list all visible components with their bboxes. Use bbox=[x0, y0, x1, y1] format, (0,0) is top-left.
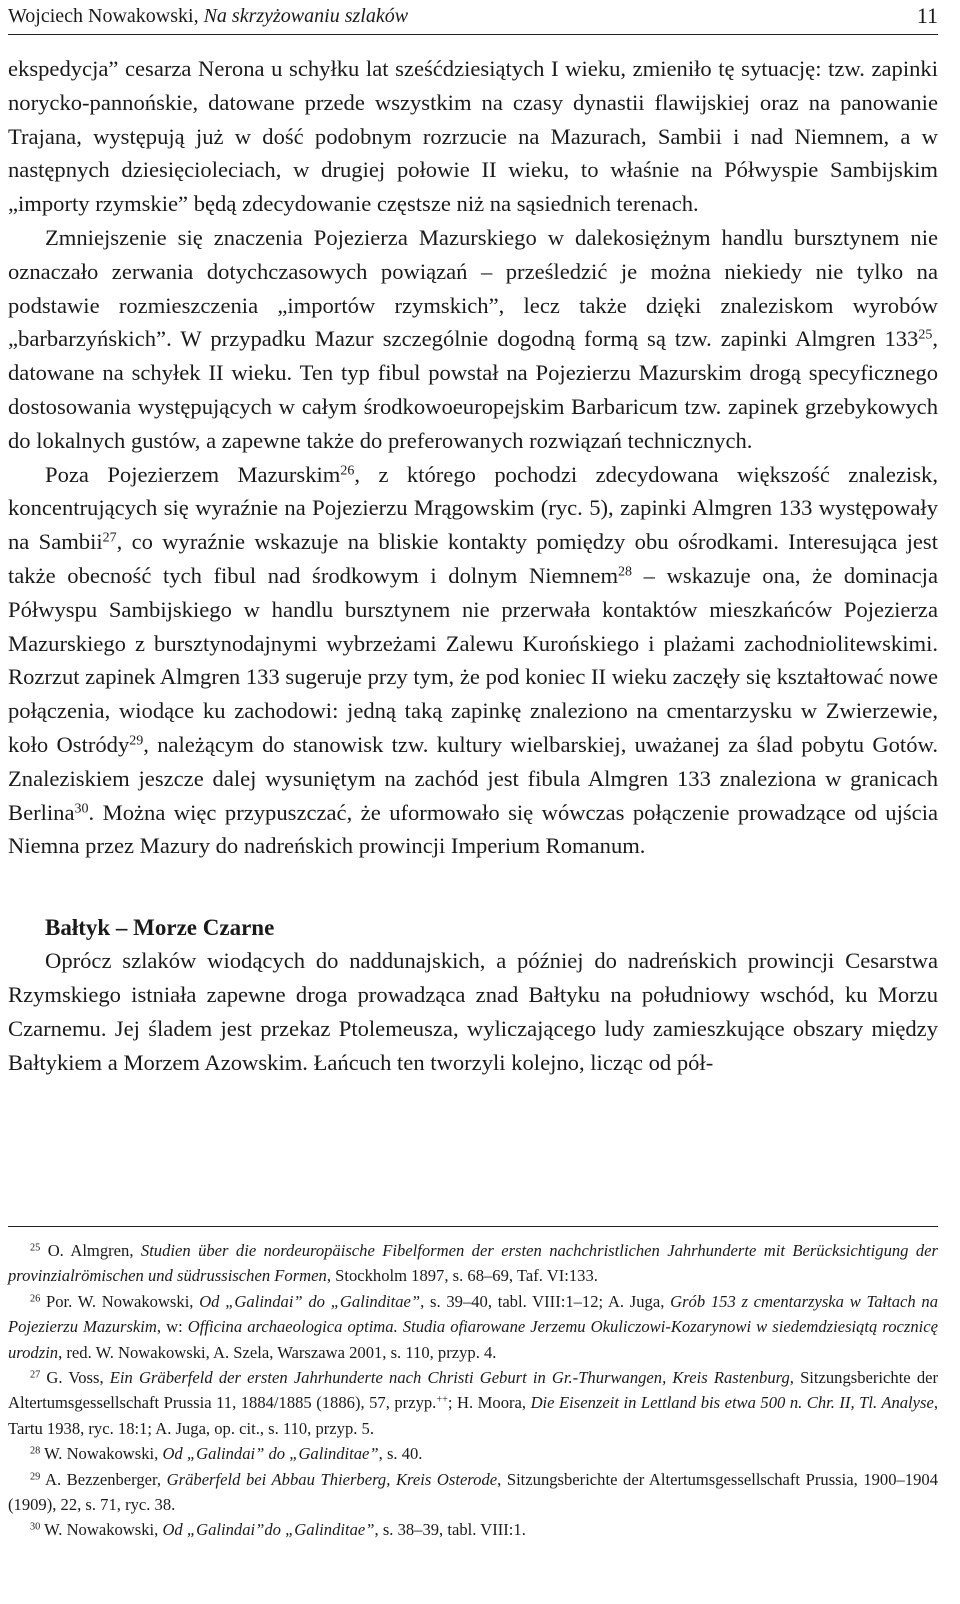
footnote-number: 26 bbox=[30, 1293, 41, 1305]
footnote-text: , Stockholm 1897, s. 68–69, Taf. VI:133. bbox=[326, 1266, 598, 1286]
paragraph-3 bbox=[8, 458, 938, 864]
footnote-ref-26[interactable]: 26 bbox=[340, 462, 355, 478]
footnote-text: , Sitzungsberichte der Altertumsgessellschaft Prussia 11, 1884/1885 (1886), 57, przyp. bbox=[8, 1368, 939, 1413]
running-header bbox=[8, 2, 938, 35]
main-text bbox=[8, 52, 938, 1079]
paragraph-3-text-4: – wskazuje ona, że dominacja Półwyspu Sambijskiego w handlu bursztynem nie przerwała kontaktów mieszkańców Pojezierza Mazurskiego z bursztynodajnymi wybrzeżami Zalewu Kurońskiego i plażami zachodniolitewskimi. Rozrzut zapinek Almgren 133 sugeruje przy tym, że pod koniec II wieku zaczęły się kształtować nowe połączenia, wiodące ku zachodowi: jedną taką zapinkę znaleziono na cmentarzysku w Zwierzewie, koło Ostródy bbox=[8, 562, 938, 757]
footnote-30 bbox=[8, 1517, 938, 1542]
footnote-text: , Sitzungsberichte der Altertumsgessellschaft Prussia, 1900–1904 (1909), 22, s. 71, ryc. 38. bbox=[8, 1469, 938, 1515]
footnote-25 bbox=[8, 1238, 938, 1289]
paragraph-3-text-3: , co wyraźnie wskazuje na bliskie kontakty pomiędzy obu ośrodkami. Interesująca jest także obecność tych fibul nad środkowym i dolnym Niemnem bbox=[8, 529, 938, 588]
footnote-ref-29[interactable]: 29 bbox=[129, 733, 144, 749]
header-title: Na skrzyżowaniu szlaków bbox=[203, 5, 409, 27]
footnote-text: , w: bbox=[156, 1317, 188, 1337]
section-paragraph: Oprócz szlaków wiodących do naddunajskich, a później do nadreńskich prowincji Cesarstwa Rzymskiego istniała zapewne droga prowadząca znad Bałtyku na południowy wschód, ku Morzu Czarnemu. Jej śladem jest przekaz Ptolemeusza, wyliczającego ludy zamieszkujące obszary między Bałtykiem a Morzem Azowskim. Łańcuch ten tworzyli kolejno, licząc od pół- bbox=[8, 948, 938, 1075]
section-heading: Bałtyk – Morze Czarne bbox=[45, 915, 275, 941]
paragraph-2 bbox=[8, 221, 938, 458]
footnote-title: Studien über die nordeuropäische Fibelformen der ersten nachchristlichen Jahrhunderte mit Berücksichtigung der provinzialrömischen und südrussischen Formen bbox=[8, 1241, 939, 1286]
footnote-text: , red. W. Nowakowski, A. Szela, Warszawa 2001, s. 110, przyp. 4. bbox=[58, 1342, 497, 1362]
footnote-ref-25[interactable]: 25 bbox=[918, 327, 933, 343]
footnote-text: , s. 40. bbox=[378, 1444, 423, 1464]
paragraph-3-text-5: , należącym do stanowisk tzw. kultury wielbarskiej, uważanej za ślad pobytu Gotów. Znaleziskiem jeszcze dalej wysuniętym na zachód jest fibula Almgren 133 znaleziona w granicach Berlina bbox=[8, 731, 938, 825]
header-author-title bbox=[8, 2, 408, 30]
paragraph-3-text-1: Poza Pojezierzem Mazurskim bbox=[45, 461, 341, 487]
footnote-text: ; H. Moora, bbox=[447, 1393, 531, 1413]
footnote-27 bbox=[8, 1365, 938, 1441]
footnote-ref-27[interactable]: 27 bbox=[102, 530, 117, 546]
paragraph-1: ekspedycja” cesarza Nerona u schyłku lat sześćdziesiątych I wieku, zmieniło tę sytuację: tzw. zapinki norycko-pannońskie, datowane przede wszystkim na czasy dynastii flawijskiej oraz na panowanie Trajana, występują już w dość podobnym rozrzucie na Mazurach, Sambii i nad Niemnem, a w następnych dziesięcioleciach, w drugiej połowie II wieku, to właśnie na Półwyspie Sambijskim „importy rzymskie” będą zdecydowanie częstsze niż na sąsiednich terenach. bbox=[8, 56, 938, 217]
footnote-text: W. Nowakowski, bbox=[40, 1444, 163, 1464]
paragraph-2-text-b: , datowane na schyłek II wieku. Ten typ fibul powstał na Pojezierzu Mazurskim drogą specyficznego dostosowania występujących w całym środkowoeuropejskim Barbaricum tzw. zapinek grzebykowych do lokalnych gustów, a zapewne także do preferowanych rozwiązań technicznych. bbox=[8, 326, 938, 453]
footnote-text: W. Nowakowski, bbox=[40, 1520, 163, 1540]
footnote-number: 25 bbox=[30, 1242, 41, 1254]
footnote-title: Officina archaeologica optima. Studia ofiarowane Jerzemu Okuliczowi-Kozarynowi w siedemdziesiątą rocznicę urodzin bbox=[8, 1317, 939, 1362]
footnote-title: Ein Gräberfeld der ersten Jahrhunderte nach Christi Geburt in Gr.-Thurwangen, Kreis Rastenburg bbox=[109, 1368, 790, 1388]
footnote-title: Od „Galindai”do „Galinditae” bbox=[162, 1520, 375, 1540]
footnote-divider bbox=[8, 1226, 938, 1227]
footnote-text: , s. 38–39, tabl. VIII:1. bbox=[374, 1520, 526, 1540]
footnote-text: , Tartu 1938, ryc. 18:1; A. Juga, op. cit., s. 110, przyp. 5. bbox=[8, 1393, 938, 1438]
footnote-ref-30[interactable]: 30 bbox=[74, 800, 89, 816]
footnote-number: 29 bbox=[30, 1471, 41, 1482]
footnote-ref-28[interactable]: 28 bbox=[618, 564, 633, 580]
footnote-number: 27 bbox=[30, 1369, 41, 1381]
footnote-28 bbox=[8, 1441, 938, 1466]
paragraph-3-text-2: , z którego pochodzi zdecydowana większość znalezisk, koncentrujących się wyraźnie na Pojezierzu Mrągowskim (ryc. 5), zapinki Almgren 133 występowały na Sambii bbox=[8, 461, 938, 555]
paragraph-2-text-a: Zmniejszenie się znaczenia Pojezierza Mazurskiego w dalekosiężnym handlu bursztynem nie oznaczało zerwania dotychczasowych powiązań – prześledzić je można niekiedy nie tylko na podstawie rozmieszczenia „importów rzymskich”, lecz także dzięki znaleziskom wyrobów „barbarzyńskich”. W przypadku Mazur szczególnie dogodną formą są tzw. zapinki Almgren 133 bbox=[8, 224, 938, 352]
footnote-text: G. Voss, bbox=[40, 1368, 110, 1388]
footnote-title: Od „Galindai” do „Galinditae” bbox=[162, 1444, 379, 1464]
header-author: Wojciech Nowakowski, bbox=[8, 5, 204, 27]
page-number: 11 bbox=[916, 3, 938, 28]
footnote-text: A. Bezzenberger, bbox=[40, 1469, 167, 1489]
footnote-number: 30 bbox=[30, 1521, 41, 1533]
footnote-29 bbox=[8, 1467, 938, 1518]
footnote-26 bbox=[8, 1289, 938, 1365]
paragraph-3-text-6: . Można więc przypuszczać, że uformowało się wówczas połączenie prowadzące od ujścia Niemna przez Mazury do nadreńskich prowincji Imperium Romanum. bbox=[8, 799, 938, 859]
footnote-number: 28 bbox=[30, 1445, 41, 1457]
footnotes bbox=[8, 1238, 938, 1543]
footnote-title: Gräberfeld bei Abbau Thierberg, Kreis Osterode bbox=[166, 1469, 498, 1489]
footnote-title: Od „Galindai” do „Galinditae” bbox=[199, 1291, 421, 1311]
footnote-superscript: ++ bbox=[436, 1394, 448, 1406]
footnote-title: Die Eisenzeit in Lettland bis etwa 500 n. Chr. II, Tl. Analyse bbox=[530, 1393, 934, 1413]
footnote-title: Grób 153 z cmentarzyska w Tałtach na Pojezierzu Mazurskim bbox=[8, 1291, 938, 1337]
footnote-text: Por. W. Nowakowski, bbox=[40, 1291, 200, 1311]
footnote-text: O. Almgren, bbox=[40, 1241, 141, 1260]
footnote-text: , s. 39–40, tabl. VIII:1–12; A. Juga, bbox=[420, 1291, 671, 1311]
